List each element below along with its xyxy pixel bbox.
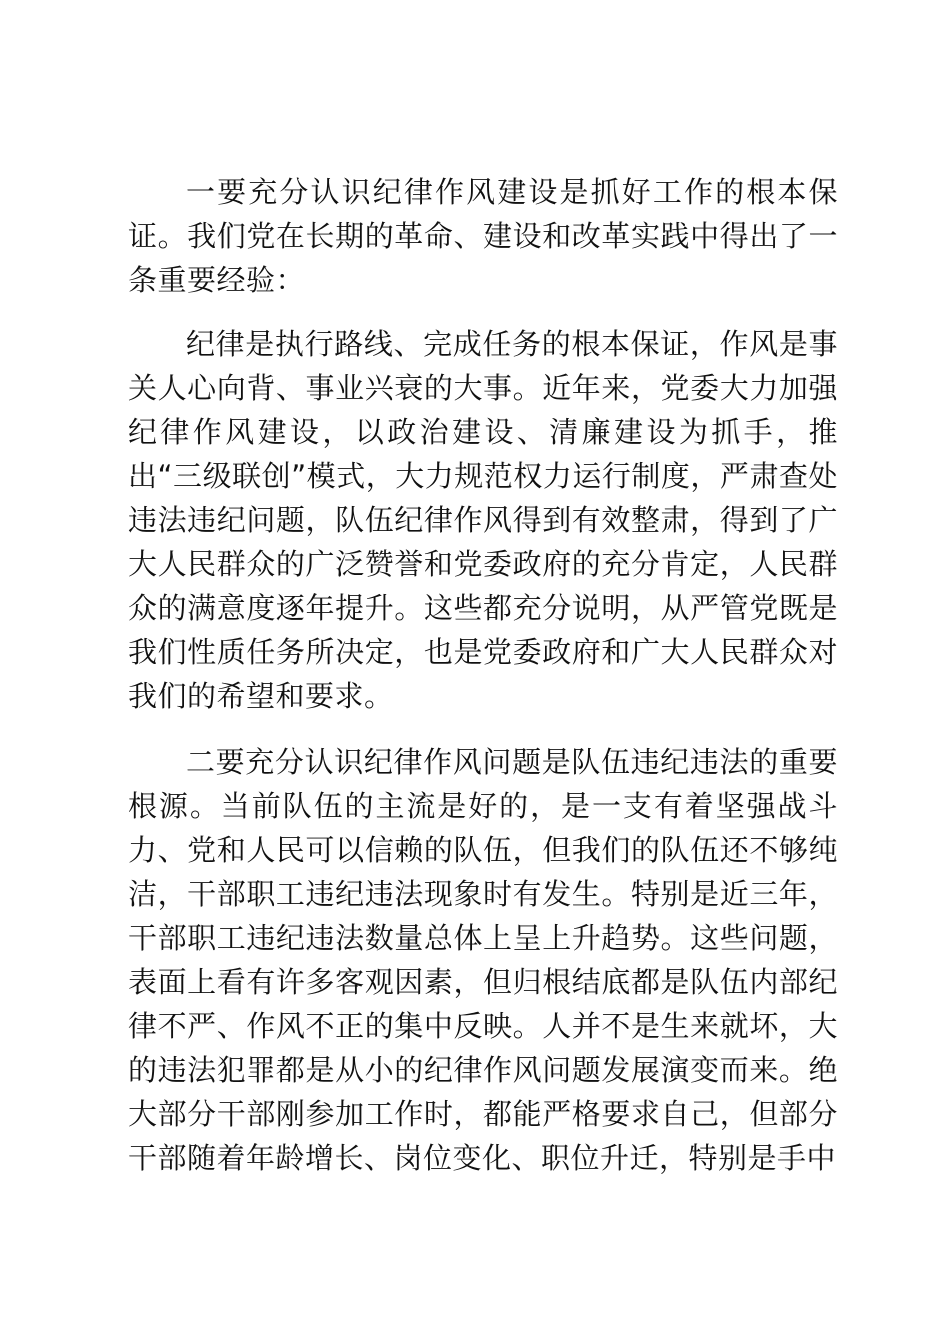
paragraph-3: 二要充分认识纪律作风问题是队伍违纪违法的重要根源。当前队伍的主流是好的，是一支有着坚强战斗力、党和人民可以信赖的队伍，但我们的队伍还不够纯洁，干部职工违纪违法现象时有发生。特别是近三年，干部职工违纪违法数量总体上呈上升趋势。这些问题，表面上看有许多客观因素，但归根结底都是队伍内部纪律不严、作风不正的集中反映。人并不是生来就坏，大的违法犯罪都是从小的纪律作风问题发展演变而来。绝大部分干部刚参加工作时，都能严格要求自己，但部分干部随着年龄增长、岗位变化、职位升迁，特别是手中	[128, 745, 838, 1175]
paragraph-2: 纪律是执行路线、完成任务的根本保证，作风是事关人心向背、事业兴衰的大事。近年来，党委大力加强纪律作风建设，以政治建设、清廉建设为抓手，推出“三级联创”模式，大力规范权力运行制度，严肃查处违法违纪问题，队伍纪律作风得到有效整肃，得到了广大人民群众的广泛赞誉和党委政府的充分肯定，人民群众的满意度逐年提升。这些都充分说明，从严管党既是我们性质任务所决定，也是党委政府和广大人民群众对我们的希望和要求。	[128, 327, 838, 713]
paragraph-1: 一要充分认识纪律作风建设是抓好工作的根本保证。我们党在长期的革命、建设和改革实践中得出了一条重要经验：	[128, 175, 838, 297]
document-body	[128, 170, 838, 1180]
